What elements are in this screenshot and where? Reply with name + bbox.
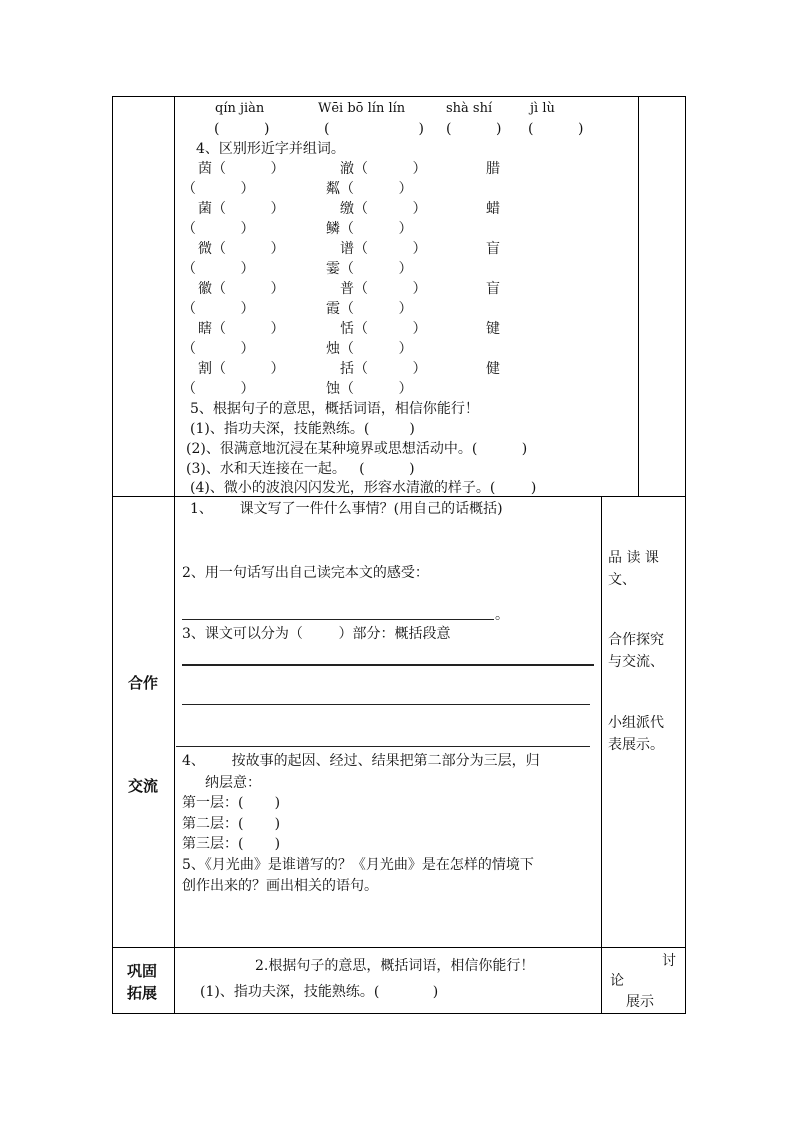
label-cooperate: 合作 xyxy=(128,674,159,692)
pinyin-blank-1[interactable]: ( ) xyxy=(214,121,270,137)
label-exchange: 交流 xyxy=(128,777,159,795)
pinyin-3: shà shí xyxy=(446,101,493,116)
char-pair-e[interactable]: 蚀（ ） xyxy=(326,381,413,397)
char-pair-c: 盲 xyxy=(486,241,500,257)
char-pair-c: 蜡 xyxy=(486,201,500,217)
q5-title: 5、根据句子的意思，概括词语，相信你能行！ xyxy=(190,401,479,417)
s3-line1: 2.根据句子的意思，概括词语，相信你能行！ xyxy=(255,958,535,974)
char-pair-e[interactable]: 烛（ ） xyxy=(326,341,413,357)
note-6: 表展示。 xyxy=(608,737,664,753)
char-pair-e[interactable]: 霞（ ） xyxy=(326,301,413,317)
s2-q4-line1: 4、 按故事的起因、经过、结果把第二部分为三层，归 xyxy=(182,753,540,769)
note-1: 品 读 课 xyxy=(608,550,659,566)
pinyin-2: Wēi bō lín lín xyxy=(318,101,406,116)
s2-layer-3[interactable]: 第三层：( ) xyxy=(182,836,281,852)
s2-layer-1[interactable]: 第一层：( ) xyxy=(182,795,281,811)
char-pair-c: 盲 xyxy=(486,281,500,297)
q4-title: 4、区别形近字并组词。 xyxy=(196,141,345,157)
char-pair-c: 健 xyxy=(486,361,500,377)
pinyin-blank-2[interactable]: ( ) xyxy=(324,121,424,137)
s2-q2-answer-line[interactable] xyxy=(182,619,494,620)
label-column-divider xyxy=(174,96,175,1014)
q5-item-1[interactable]: (1)、指功夫深，技能熟练。( ) xyxy=(190,421,415,437)
pinyin-blank-3[interactable]: ( ) xyxy=(446,121,502,137)
s2-q3: 3、课文可以分为（ ）部分：概括段意 xyxy=(182,626,451,642)
char-pair-a[interactable]: 割（ ） xyxy=(198,361,285,377)
section1-right-divider xyxy=(638,96,639,496)
pinyin-blank-4[interactable]: ( ) xyxy=(528,121,584,137)
char-pair-e[interactable]: 粼（ ） xyxy=(326,181,413,197)
char-pair-a[interactable]: 微（ ） xyxy=(198,241,285,257)
s2-q2-end: 。 xyxy=(495,607,509,623)
note-5: 小组派代 xyxy=(608,715,664,731)
char-pair-b[interactable]: 括（ ） xyxy=(340,361,427,377)
char-pair-b[interactable]: 澈（ ） xyxy=(340,161,427,177)
q5-item-2[interactable]: (2)、很满意地沉浸在某种境界或思想活动中。( ) xyxy=(186,441,528,457)
s2-q1: 1、 课文写了一件什么事情？(用自己的话概括) xyxy=(190,501,503,517)
s2-q3-answer-line-3[interactable] xyxy=(176,746,590,747)
label-extend: 拓展 xyxy=(127,984,158,1002)
char-pair-d[interactable]: （ ） xyxy=(182,261,255,277)
table-left-border xyxy=(112,96,113,1014)
s2-layer-2[interactable]: 第二层：( ) xyxy=(182,816,281,832)
label-consolidate: 巩固 xyxy=(127,962,158,980)
s2-q2: 2、用一句话写出自己读完本文的感受： xyxy=(182,565,429,581)
char-pair-d[interactable]: （ ） xyxy=(182,341,255,357)
char-pair-d[interactable]: （ ） xyxy=(182,221,255,237)
table-right-border xyxy=(685,96,686,1014)
pinyin-4: jì lù xyxy=(530,101,555,116)
char-pair-a[interactable]: 菌（ ） xyxy=(198,201,285,217)
s3-right-1: 讨 xyxy=(662,953,676,969)
table-bottom-border xyxy=(112,1013,686,1014)
note-3: 合作探究 xyxy=(608,632,664,648)
char-pair-b[interactable]: 缴（ ） xyxy=(340,201,427,217)
s2-q5-line2: 创作出来的？画出相关的语句。 xyxy=(182,878,378,894)
char-pair-b[interactable]: 恬（ ） xyxy=(340,321,427,337)
notes-column-divider xyxy=(601,496,602,1014)
s2-q5-line1: 5、《月光曲》是谁谱写的？《月光曲》是在怎样的情境下 xyxy=(182,857,534,873)
char-pair-c: 键 xyxy=(486,321,500,337)
char-pair-b[interactable]: 普（ ） xyxy=(340,281,427,297)
char-pair-d[interactable]: （ ） xyxy=(182,381,255,397)
s2-q3-answer-line-2[interactable] xyxy=(182,704,590,705)
note-4: 与交流、 xyxy=(608,654,664,670)
s3-right-3: 展示 xyxy=(626,994,654,1010)
char-pair-a[interactable]: 茵（ ） xyxy=(198,161,285,177)
q5-item-4[interactable]: (4)、微小的波浪闪闪发光，形容水清澈的样子。( ) xyxy=(190,480,537,496)
s2-q4-line2: 纳层意： xyxy=(205,775,261,791)
char-pair-b[interactable]: 谱（ ） xyxy=(340,241,427,257)
pinyin-1: qín jiàn xyxy=(215,101,265,116)
char-pair-a[interactable]: 徽（ ） xyxy=(198,281,285,297)
char-pair-c: 腊 xyxy=(486,161,500,177)
s3-right-2: 论 xyxy=(610,973,624,989)
s3-line2[interactable]: (1)、指功夫深，技能熟练。( ) xyxy=(200,984,439,1000)
table-top-border xyxy=(112,96,686,97)
char-pair-a[interactable]: 瞎（ ） xyxy=(198,321,285,337)
note-2: 文、 xyxy=(608,572,636,588)
char-pair-d[interactable]: （ ） xyxy=(182,301,255,317)
char-pair-d[interactable]: （ ） xyxy=(182,181,255,197)
char-pair-e[interactable]: 霎（ ） xyxy=(326,261,413,277)
q5-item-3[interactable]: (3)、水和天连接在一起。 ( ) xyxy=(186,461,415,477)
s2-q3-answer-line-1[interactable] xyxy=(182,664,594,666)
char-pair-e[interactable]: 鳞（ ） xyxy=(326,221,413,237)
section2-bottom-border xyxy=(112,947,686,948)
